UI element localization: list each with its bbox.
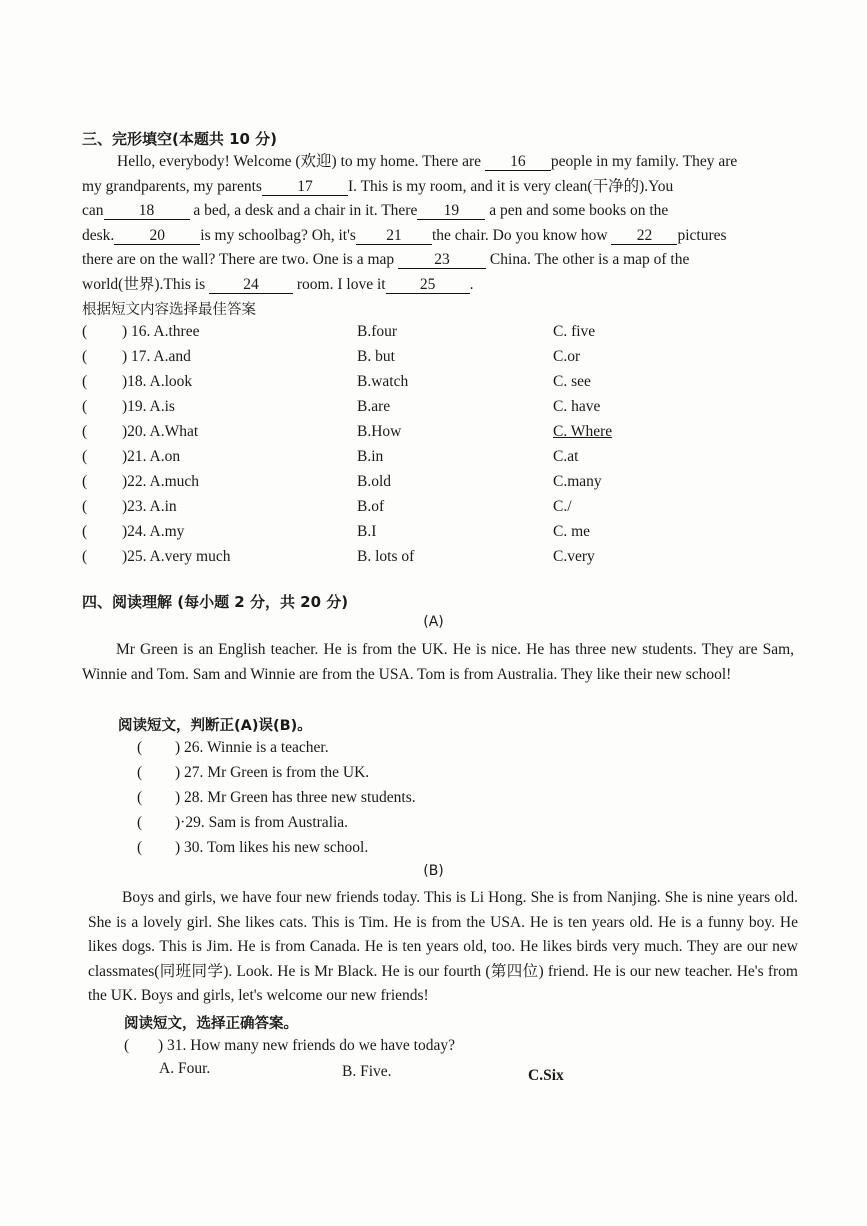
reading-b-passage: Boys and girls, we have four new friends today. This is Li Hong. She is from Nanjing. She is nine years old. She is a lovely girl. She likes cats. This is Tim. He is from the USA. He is ten years old. He is a funny boy. He likes dogs. This is Jim. He is from Canada. He is ten years old, too. He likes birds very much. They are our new classmates(同班同学). Look. He is Mr Black. He is our fourth (第四位) friend. He is our new teacher. He's from the UK. Boys and girls, let's welcome our new friends! [88, 889, 798, 1005]
option-row-16 [82, 323, 802, 347]
option-31-c: C.Six [528, 1067, 564, 1084]
section4-title: 四、阅读理解 (每小题 2 分，共 20 分) [82, 593, 349, 611]
option-c: C. see [553, 373, 591, 390]
question-31: ( ) 31. How many new friends do we have today? [124, 1037, 455, 1054]
section3-title: 三、完形填空(本题共 10 分) [82, 130, 278, 148]
answer-paren[interactable]: ( [82, 523, 88, 540]
cloze-line-2: my grandparents, my parents 17 I. This is my room, and it is very clean(干净的).You [82, 177, 674, 195]
blank-19[interactable]: 19 [417, 203, 485, 220]
section3-instruction: 根据短文内容选择最佳答案 [82, 302, 256, 318]
blank-20[interactable]: 20 [114, 228, 200, 245]
answer-paren[interactable]: ( [82, 348, 88, 365]
blank-18[interactable]: 18 [104, 203, 190, 220]
option-b: B. but [357, 348, 395, 365]
option-a: )20. A.What [122, 423, 199, 440]
answer-paren[interactable]: ( [137, 739, 143, 756]
option-row-20 [82, 423, 802, 447]
option-c: C.or [553, 348, 581, 365]
blank-16[interactable]: 16 [485, 154, 551, 171]
option-c: C.at [553, 448, 579, 465]
option-c: C.very [553, 548, 595, 565]
option-row-24 [82, 523, 802, 547]
option-a: )24. A.my [122, 523, 185, 540]
answer-paren[interactable]: ( [82, 398, 88, 415]
answer-paren[interactable]: ( [137, 814, 143, 831]
option-c: C.many [553, 473, 602, 490]
answer-paren[interactable]: ( [137, 764, 143, 781]
option-a: ) 16. A.three [122, 323, 200, 340]
answer-paren[interactable]: ( [82, 498, 88, 515]
reading-a-passage: Mr Green is an English teacher. He is from the UK. He is nice. He has three new students. They are Sam, Winnie and Tom. Sam and Winnie are from the USA. Tom is from Australia. They like their new school! [82, 641, 794, 683]
blank-17[interactable]: 17 [262, 179, 348, 196]
option-b: B.are [357, 398, 391, 415]
option-row-19 [82, 398, 802, 422]
option-row-21 [82, 448, 802, 472]
option-c: C. five [553, 323, 596, 340]
answer-paren[interactable]: ( [82, 323, 88, 340]
option-b: B.in [357, 448, 384, 465]
cloze-line-6: world(世界).This is 24 room. I love it 25 . [82, 276, 474, 293]
option-a: ) 17. A.and [122, 348, 191, 365]
question-26: ( ) 26. Winnie is a teacher. [137, 739, 329, 756]
option-a: )22. A.much [122, 473, 200, 490]
cloze-line-3: can 18 a bed, a desk and a chair in it. There 19 a pen and some books on the [82, 202, 669, 220]
part-a-label: (A) [423, 614, 444, 630]
blank-24[interactable]: 24 [209, 277, 293, 294]
option-b: B.old [357, 473, 392, 490]
answer-paren[interactable]: ( [82, 373, 88, 390]
answer-paren[interactable]: ( [82, 423, 88, 440]
answer-paren[interactable]: ( [82, 548, 88, 565]
option-row-18 [82, 373, 802, 397]
option-row-25 [82, 548, 802, 572]
option-a: )18. A.look [122, 373, 193, 390]
option-b: B. lots of [357, 548, 415, 565]
answer-paren[interactable]: ( [137, 839, 143, 856]
part-b-label: (B) [423, 863, 444, 879]
option-b: B.watch [357, 373, 409, 390]
option-b: B.I [357, 523, 377, 540]
option-c: C. Where [553, 423, 613, 440]
question-29: ( )·29. Sam is from Australia. [137, 814, 349, 831]
option-row-23 [82, 498, 802, 522]
cloze-line-5: there are on the wall? There are two. One is a map 23 China. The other is a map of the [82, 251, 690, 269]
option-31-b: B. Five. [342, 1063, 392, 1080]
option-c: C./ [553, 498, 572, 515]
question-27: ( ) 27. Mr Green is from the UK. [137, 764, 370, 781]
option-b: B.four [357, 323, 398, 340]
blank-25[interactable]: 25 [386, 277, 470, 294]
option-a: )23. A.in [122, 498, 177, 515]
question-28: ( ) 28. Mr Green has three new students. [137, 789, 416, 806]
answer-paren[interactable]: ( [82, 473, 88, 490]
answer-paren[interactable]: ( [82, 448, 88, 465]
option-a: )25. A.very much [122, 548, 231, 565]
option-a: )21. A.on [122, 448, 181, 465]
blank-22[interactable]: 22 [611, 228, 677, 245]
option-b: B.How [357, 423, 402, 440]
option-a: )19. A.is [122, 398, 175, 415]
answer-paren[interactable]: ( [124, 1037, 130, 1054]
part-a-instruction: 阅读短文，判断正(A)误(B)。 [118, 718, 312, 734]
option-c: C. have [553, 398, 601, 415]
answer-paren[interactable]: ( [137, 789, 143, 806]
question-30: ( ) 30. Tom likes his new school. [137, 839, 369, 856]
part-b-instruction: 阅读短文，选择正确答案。 [124, 1016, 298, 1032]
blank-21[interactable]: 21 [356, 228, 432, 245]
option-row-22 [82, 473, 802, 497]
option-b: B.of [357, 498, 385, 515]
option-c: C. me [553, 523, 591, 540]
cloze-line-1: Hello, everybody! Welcome (欢迎) to my home. There are 16 people in my family. They are [117, 153, 738, 170]
cloze-line-4: desk. 20 is my schoolbag? Oh, it's 21 the chair. Do you know how 22 pictures [82, 226, 727, 244]
blank-23[interactable]: 23 [398, 252, 486, 269]
option-row-17 [82, 348, 802, 372]
option-31-a: A. Four. [159, 1060, 211, 1077]
